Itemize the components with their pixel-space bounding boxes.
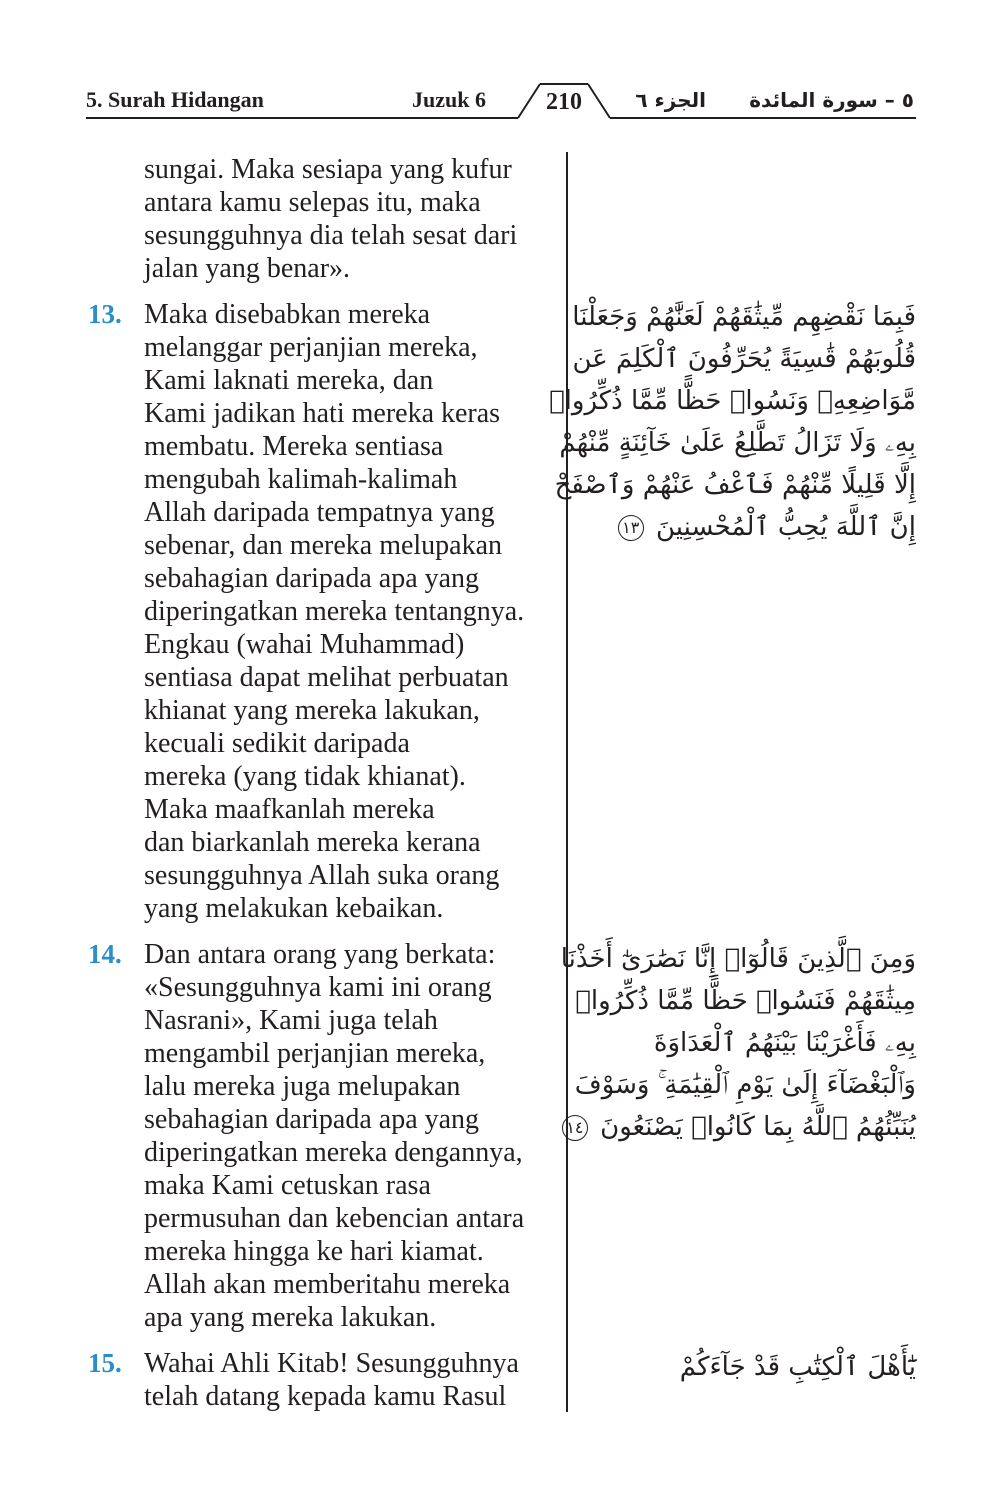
translation-line: Nasrani», Kami juga telah: [144, 1005, 438, 1036]
translation-line: melanggar perjanjian mereka,: [144, 332, 478, 363]
surah-title-latin: 5. Surah Hidangan: [86, 87, 264, 112]
translation-line: sebahagian daripada apa yang: [144, 563, 480, 594]
verse-13-arabic: [549, 296, 916, 548]
arabic-line: قُلُوبَهُمْ قَٰسِيَةً يُحَرِّفُونَ ٱلْكَلِمَ عَن: [572, 344, 916, 374]
arabic-line: وَمِنَ ٱلَّذِينَ قَالُوٓا۟ إِنَّا نَصَٰرَىٰٓ أَخَذْنَا: [560, 944, 916, 974]
translation-line: sesungguhnya Allah suka orang: [144, 860, 500, 891]
page-header: [0, 0, 1000, 125]
verse-number: 15.: [88, 1348, 122, 1378]
ayah-end-marker: ١٣: [618, 515, 644, 541]
translation-line: permusuhan dan kebencian antara: [144, 1203, 525, 1234]
arabic-line: يَٰٓأَهْلَ ٱلْكِتَٰبِ قَدْ جَآءَكُمْ: [679, 1352, 916, 1382]
continuation-block: [88, 153, 558, 285]
translation-line: Allah daripada tempatnya yang: [144, 497, 495, 528]
arabic-line-text: إِنَّ ٱللَّهَ يُحِبُّ ٱلْمُحْسِنِينَ: [655, 512, 916, 542]
verse-15-arabic: [590, 1346, 916, 1388]
translation-line: sebenar, dan mereka melupakan: [144, 530, 503, 561]
translation-line: Engkau (wahai Muhammad): [144, 629, 465, 660]
translation-line: apa yang mereka lakukan.: [144, 1302, 437, 1333]
translation-line: kecuali sedikit daripada: [144, 728, 410, 759]
translation-line: antara kamu selepas itu, maka: [144, 187, 481, 218]
translation-column: [88, 153, 558, 1413]
translation-line: mereka (yang tidak khianat).: [144, 761, 466, 792]
arabic-line: وَٱلْبَغْضَآءَ إِلَىٰ يَوْمِ ٱلْقِيَٰمَةِ ۚ وَسَوْفَ: [574, 1070, 916, 1100]
juz-label-latin: Juzuk 6: [412, 87, 486, 112]
translation-line: Kami laknati mereka, dan: [144, 365, 434, 396]
translation-line: dan biarkanlah mereka kerana: [144, 827, 481, 858]
arabic-line: [566, 1106, 916, 1148]
translation-line: diperingatkan mereka dengannya,: [144, 1137, 523, 1168]
column-divider: [566, 152, 568, 1412]
translation-line: Allah akan memberitahu mereka: [144, 1269, 511, 1300]
translation-line: mengubah kalimah-kalimah: [144, 464, 458, 495]
verse-15-translation: [88, 1347, 558, 1413]
translation-line: telah datang kepada kamu Rasul: [144, 1381, 507, 1412]
translation-line: Dan antara orang yang berkata:: [144, 939, 496, 970]
verse-number: 13.: [88, 299, 122, 329]
translation-line: sentiasa dapat melihat perbuatan: [144, 662, 509, 693]
translation-line: mengambil perjanjian mereka,: [144, 1038, 486, 1069]
translation-line: Maka disebabkan mereka: [144, 299, 431, 330]
juz-label-arabic: الجزء ٦: [635, 88, 706, 112]
surah-title-arabic: ٥ – سورة المائدة: [749, 88, 914, 112]
translation-line: maka Kami cetuskan rasa: [144, 1170, 431, 1201]
translation-line: sungai. Maka sesiapa yang kufur: [144, 154, 512, 185]
ayah-end-marker: ١٤: [562, 1115, 588, 1141]
verse-14-translation: [88, 938, 558, 1334]
translation-line: membatu. Mereka sentiasa: [144, 431, 444, 462]
translation-line: jalan yang benar».: [144, 253, 351, 284]
translation-line: sebahagian daripada apa yang: [144, 1104, 480, 1135]
arabic-line-text: يُنَبِّئُهُمُ ٱللَّهُ بِمَا كَانُوا۟ يَصْنَعُونَ: [600, 1112, 916, 1142]
translation-line: Maka maafkanlah mereka: [144, 794, 435, 825]
arabic-line: بِهِۦ فَأَغْرَيْنَا بَيْنَهُمُ ٱلْعَدَاوَةَ: [653, 1028, 916, 1058]
arabic-line: مِيثَٰقَهُمْ فَنَسُوا۟ حَظًّا مِّمَّا ذُكِّرُوا۟: [575, 986, 916, 1016]
page-number: 210: [546, 89, 582, 115]
translation-line: yang melakukan kebaikan.: [144, 893, 444, 924]
translation-line: sesungguhnya dia telah sesat dari: [144, 220, 518, 251]
translation-line: Wahai Ahli Kitab! Sesungguhnya: [144, 1348, 519, 1379]
translation-line: Kami jadikan hati mereka keras: [144, 398, 501, 429]
verse-number: 14.: [88, 939, 122, 969]
arabic-line: [590, 506, 916, 548]
translation-line: «Sesungguhnya kami ini orang: [144, 972, 492, 1003]
translation-line: khianat yang mereka lakukan,: [144, 695, 480, 726]
arabic-line: بِهِۦ وَلَا تَزَالُ تَطَّلِعُ عَلَىٰ خَآئِنَةٍ مِّنْهُمْ: [559, 428, 916, 458]
translation-line: lalu mereka juga melupakan: [144, 1071, 461, 1102]
verse-13-translation: [88, 298, 558, 925]
arabic-line: مَّوَاضِعِهِۦ وَنَسُوا۟ حَظًّا مِّمَّا ذُكِّرُوا۟: [549, 386, 916, 416]
arabic-line: إِلَّا قَلِيلًا مِّنْهُمْ فَٱعْفُ عَنْهُمْ وَٱصْفَحْ: [554, 470, 916, 500]
arabic-line: فَبِمَا نَقْضِهِم مِّيثَٰقَهُمْ لَعَنَّٰهُمْ وَجَعَلْنَا: [572, 302, 916, 332]
translation-line: diperingatkan mereka tentangnya.: [144, 596, 525, 627]
verse-14-arabic: [560, 938, 916, 1148]
translation-line: mereka hingga ke hari kiamat.: [144, 1236, 484, 1267]
